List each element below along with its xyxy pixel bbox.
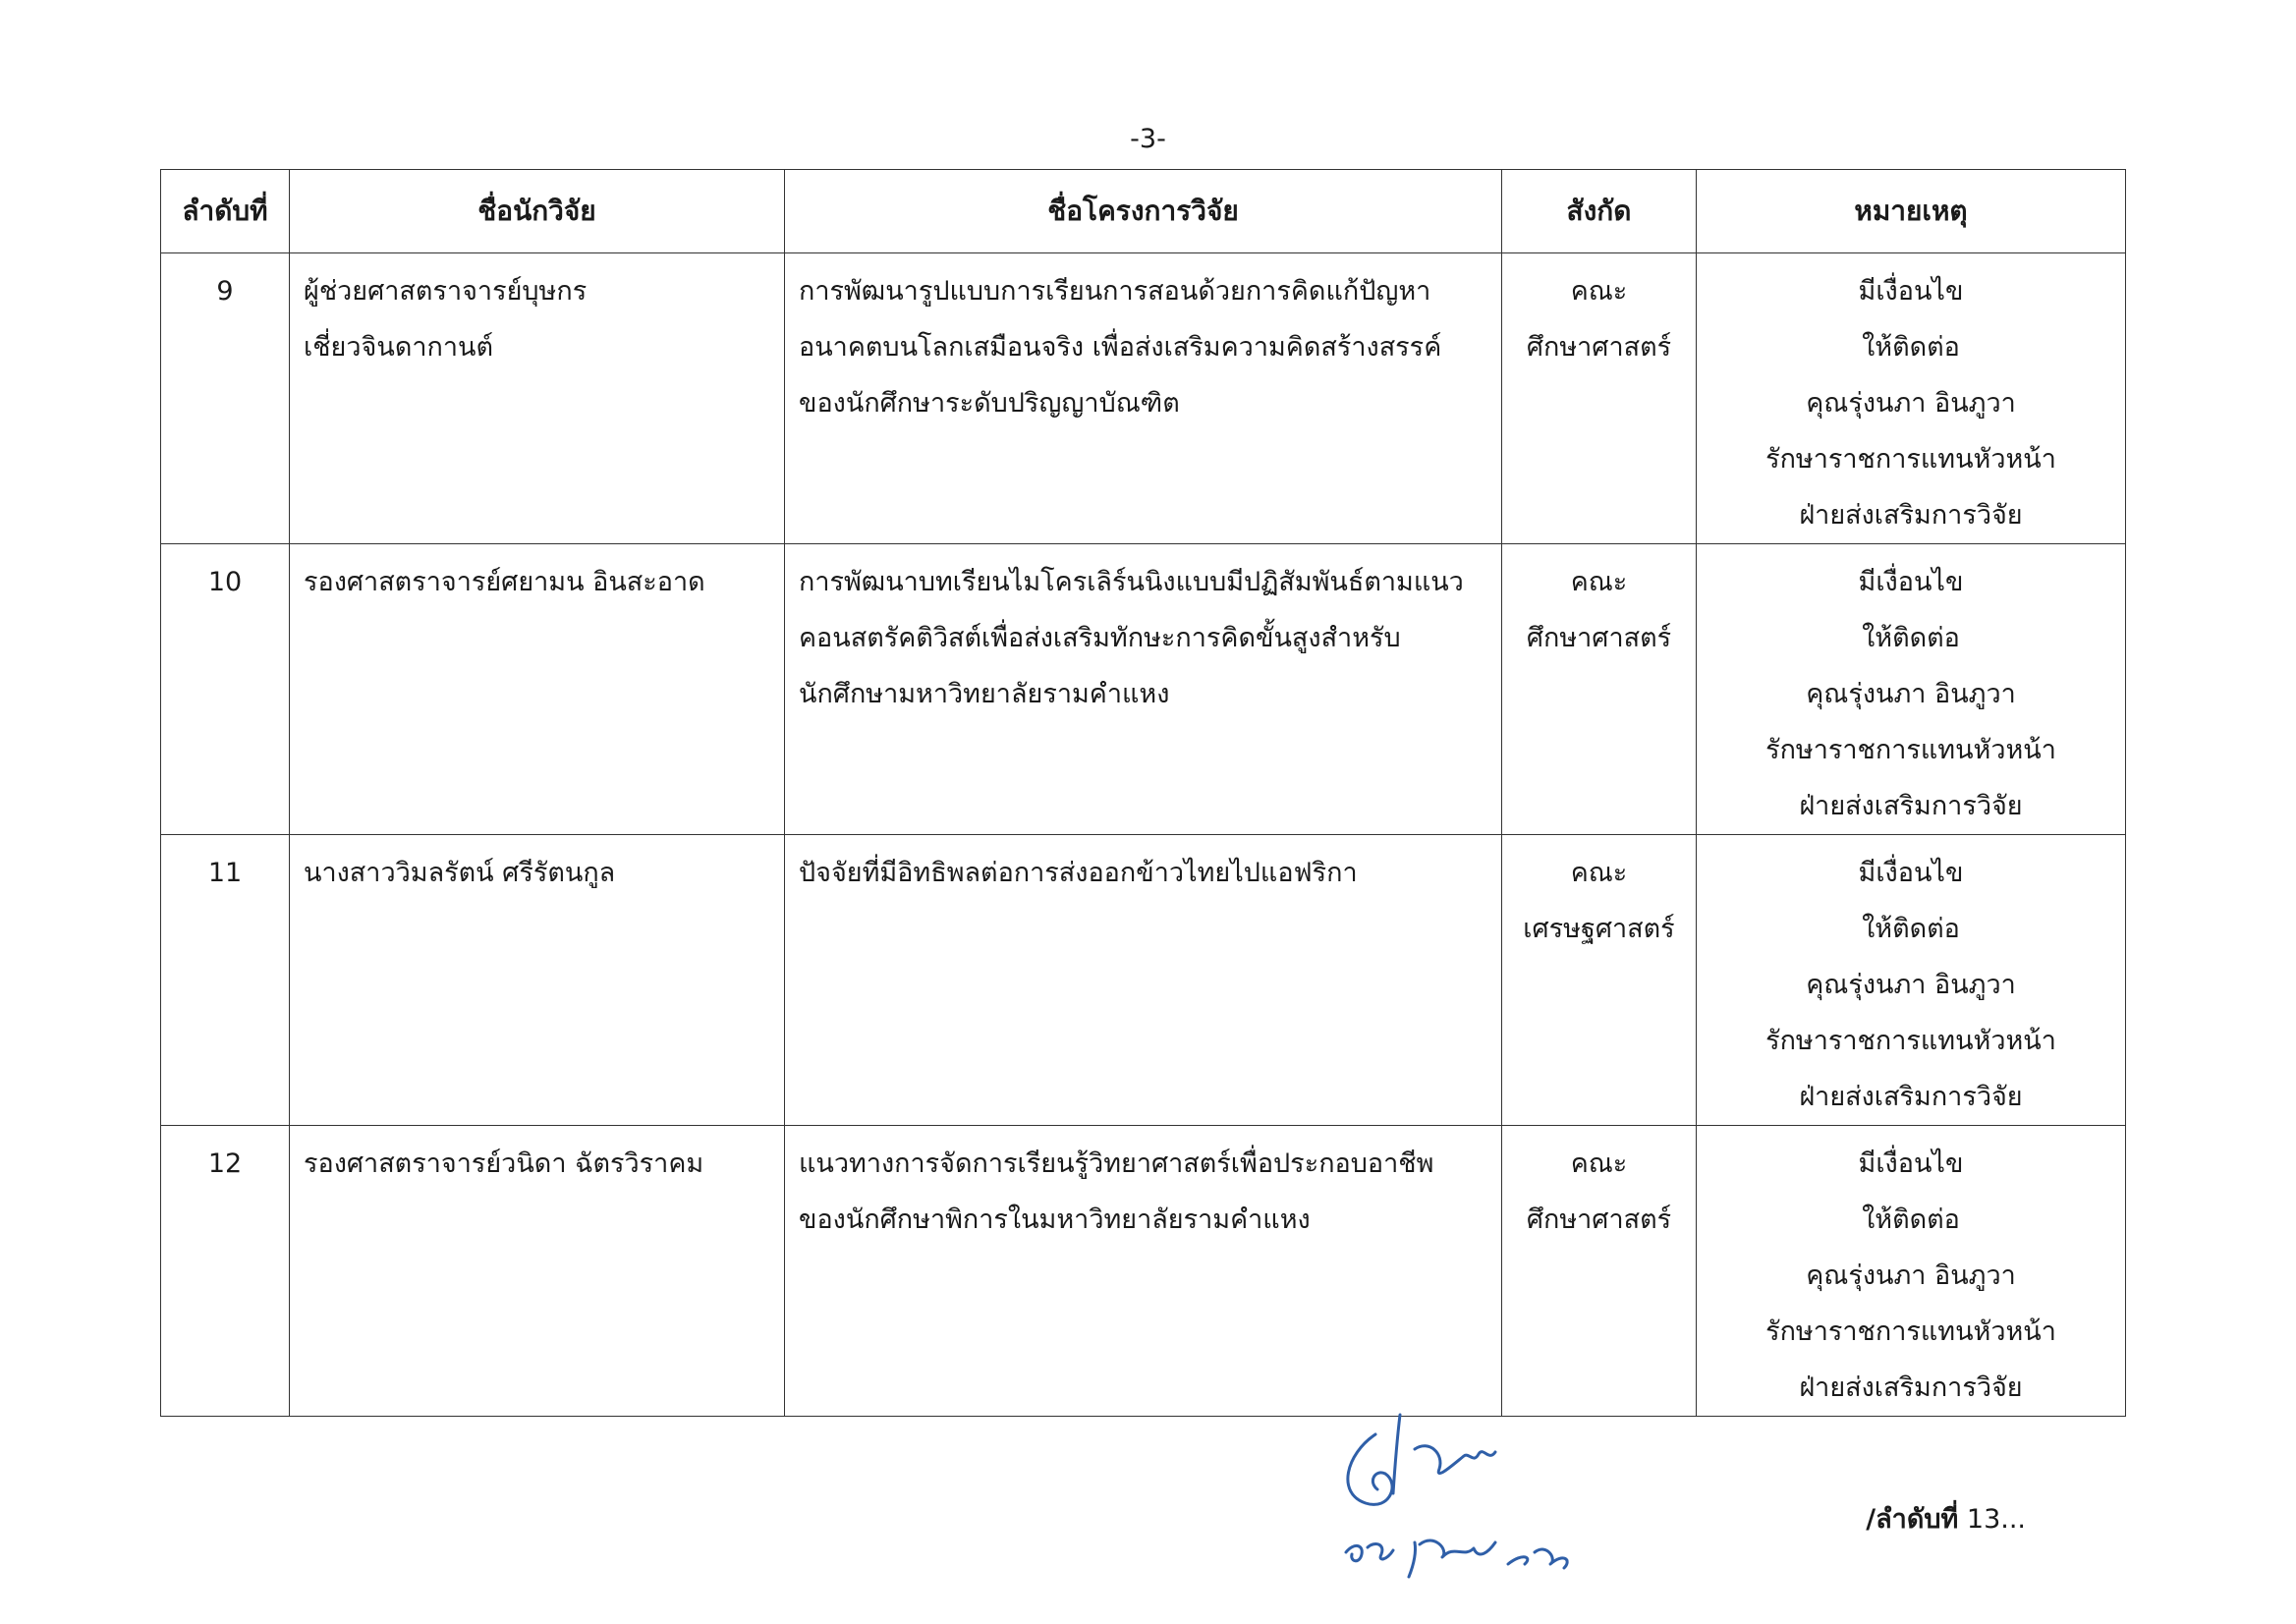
table-row [161,1126,2126,1417]
researcher-line: รองศาสตราจารย์วนิดา ฉัตรวิราคม [304,1148,704,1179]
table-row [161,544,2126,835]
researcher-line: เชี่ยวจินดากานต์ [304,332,494,363]
cell-researcher [290,1126,785,1417]
next-page-note [1866,1497,2026,1540]
affiliation-line: ศึกษาศาสตร์ [1526,332,1672,363]
remark-line: ฝ่ายส่งเสริมการวิจัย [1799,791,2023,821]
cell-no [161,253,290,544]
affiliation-line: คณะ [1570,1148,1628,1179]
affiliation-line: ศึกษาศาสตร์ [1526,623,1672,653]
cell-researcher [290,835,785,1126]
header-affiliation: สังกัด [1502,170,1697,253]
affiliation-line: คณะ [1570,276,1628,307]
cell-affiliation [1502,835,1697,1126]
row-number: 9 [216,276,234,307]
remark-line: รักษาราชการแทนหัวหน้า [1765,1026,2056,1056]
cell-no [161,1126,290,1417]
remark-line: ฝ่ายส่งเสริมการวิจัย [1799,1082,2023,1112]
remark-line: ให้ติดต่อ [1862,914,1960,944]
researcher-line: นางสาววิมลรัตน์ ศรีรัตนกูล [304,858,616,888]
cell-affiliation [1502,544,1697,835]
header-researcher: ชื่อนักวิจัย [290,170,785,253]
remark-line: คุณรุ่งนภา อินภูวา [1806,1260,2016,1291]
remark-line: รักษาราชการแทนหัวหน้า [1765,1316,2056,1347]
row-number: 10 [207,567,243,597]
table-row [161,253,2126,544]
next-page-label: /ลำดับที่ [1866,1504,1959,1535]
project-line: แนวทางการจัดการเรียนรู้วิทยาศาสตร์เพื่อประกอบอาชีพ [799,1148,1434,1179]
project-line: ปัจจัยที่มีอิทธิพลต่อการส่งออกข้าวไทยไปแอฟริกา [799,858,1358,888]
row-number: 12 [207,1148,243,1179]
remark-line: มีเงื่อนไข [1858,1148,1964,1179]
remark-line: คุณรุ่งนภา อินภูวา [1806,388,2016,419]
remark-line: ให้ติดต่อ [1862,332,1960,363]
cell-affiliation [1502,1126,1697,1417]
remark-line: คุณรุ่งนภา อินภูวา [1806,970,2016,1000]
cell-no [161,835,290,1126]
cell-remark [1697,253,2126,544]
cell-project [785,253,1502,544]
header-project: ชื่อโครงการวิจัย [785,170,1502,253]
project-line: อนาคตบนโลกเสมือนจริง เพื่อส่งเสริมความคิดสร้างสรรค์ [799,332,1442,363]
remark-line: มีเงื่อนไข [1858,567,1964,597]
remark-line: ให้ติดต่อ [1862,623,1960,653]
cell-project [785,544,1502,835]
remark-line: ให้ติดต่อ [1862,1204,1960,1235]
remark-line: รักษาราชการแทนหัวหน้า [1765,735,2056,765]
research-table [160,169,2126,1417]
table-row [161,835,2126,1126]
handwritten-signature [1307,1395,1611,1592]
remark-line: มีเงื่อนไข [1858,276,1964,307]
affiliation-line: คณะ [1570,858,1628,888]
cell-remark [1697,544,2126,835]
cell-no [161,544,290,835]
cell-researcher [290,253,785,544]
remark-line: ฝ่ายส่งเสริมการวิจัย [1799,500,2023,531]
row-number: 11 [207,858,243,888]
project-line: การพัฒนารูปแบบการเรียนการสอนด้วยการคิดแก้ปัญหา [799,276,1431,307]
header-remark: หมายเหตุ [1697,170,2126,253]
researcher-line: รองศาสตราจารย์ศยามน อินสะอาด [304,567,705,597]
project-line: ของนักศึกษาระดับปริญญาบัณฑิต [799,388,1180,419]
cell-project [785,835,1502,1126]
project-line: ของนักศึกษาพิการในมหาวิทยาลัยรามคำแหง [799,1204,1311,1235]
affiliation-line: ศึกษาศาสตร์ [1526,1204,1672,1235]
next-page-value: 13... [1958,1504,2026,1535]
cell-remark [1697,835,2126,1126]
cell-project [785,1126,1502,1417]
cell-affiliation [1502,253,1697,544]
table-header-row [161,170,2126,253]
cell-remark [1697,1126,2126,1417]
researcher-line: ผู้ช่วยศาสตราจารย์บุษกร [304,276,588,307]
affiliation-line: เศรษฐศาสตร์ [1523,914,1675,944]
remark-line: ฝ่ายส่งเสริมการวิจัย [1799,1372,2023,1403]
affiliation-line: คณะ [1570,567,1628,597]
cell-researcher [290,544,785,835]
remark-line: รักษาราชการแทนหัวหน้า [1765,444,2056,475]
remark-line: คุณรุ่งนภา อินภูวา [1806,679,2016,709]
project-line: นักศึกษามหาวิทยาลัยรามคำแหง [799,679,1170,709]
project-line: การพัฒนาบทเรียนไมโครเลิร์นนิงแบบมีปฏิสัมพันธ์ตามแนว [799,567,1464,597]
page-number: -3- [1130,124,1166,154]
header-no: ลำดับที่ [161,170,290,253]
remark-line: มีเงื่อนไข [1858,858,1964,888]
project-line: คอนสตรัคติวิสต์เพื่อส่งเสริมทักษะการคิดขั้นสูงสำหรับ [799,623,1401,653]
